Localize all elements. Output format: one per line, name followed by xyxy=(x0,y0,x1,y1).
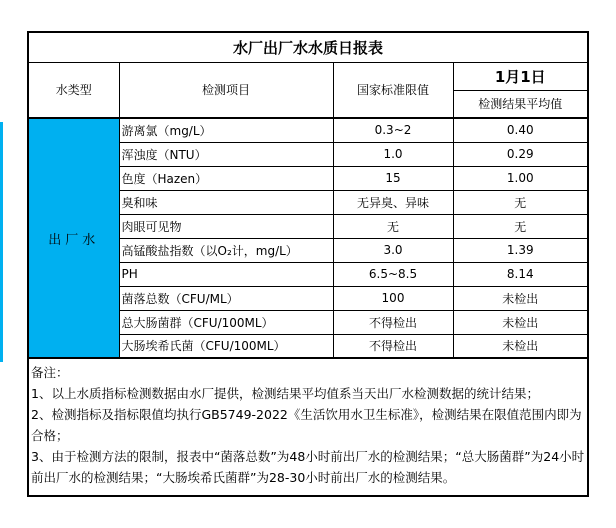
result-average-cell: 无 xyxy=(453,190,588,214)
report-sheet xyxy=(27,31,589,497)
test-item-cell: 大肠埃希氏菌（CFU/100ML） xyxy=(119,334,333,358)
column-header-result-average: 检测结果平均值 xyxy=(453,90,588,118)
column-header-date: 1月1日 xyxy=(453,62,588,90)
report-table xyxy=(27,31,589,497)
result-average-cell: 未检出 xyxy=(453,286,588,310)
standard-limit-cell: 不得检出 xyxy=(333,310,453,334)
note-line-1: 1、以上水质指标检测数据由水厂提供，检测结果平均值系当天出厂水检测数据的统计结果； xyxy=(31,386,539,401)
data-rows xyxy=(28,118,588,358)
standard-limit-cell: 不得检出 xyxy=(333,334,453,358)
header-row-top xyxy=(28,62,588,90)
notes-row xyxy=(28,358,588,496)
standard-limit-cell: 1.0 xyxy=(333,142,453,166)
notes-block xyxy=(28,358,588,496)
page-title: 水厂出厂水水质日报表 xyxy=(28,32,588,62)
test-item-cell: 臭和味 xyxy=(119,190,333,214)
standard-limit-cell: 100 xyxy=(333,286,453,310)
table-row xyxy=(28,118,588,142)
result-average-cell: 未检出 xyxy=(453,310,588,334)
column-header-standard-limit: 国家标准限值 xyxy=(333,62,453,118)
test-item-cell: 浑浊度（NTU） xyxy=(119,142,333,166)
standard-limit-cell: 0.3~2 xyxy=(333,118,453,142)
result-average-cell: 未检出 xyxy=(453,334,588,358)
result-average-cell: 无 xyxy=(453,214,588,238)
test-item-cell: 色度（Hazen） xyxy=(119,166,333,190)
result-average-cell: 0.29 xyxy=(453,142,588,166)
note-line-3: 3、由于检测方法的限制，报表中“菌落总数”为48小时前出厂水的检测结果；“总大肠菌群”为24小时前出厂水的检测结果；“大肠埃希氏菌群”为28-30小时前出厂水的检测结果。 xyxy=(31,449,585,485)
column-header-test-item: 检测项目 xyxy=(119,62,333,118)
water-type-cell: 出厂水 xyxy=(28,118,119,358)
result-average-cell: 1.39 xyxy=(453,238,588,262)
standard-limit-cell: 6.5~8.5 xyxy=(333,262,453,286)
result-average-cell: 8.14 xyxy=(453,262,588,286)
test-item-cell: PH xyxy=(119,262,333,286)
test-item-cell: 高锰酸盐指数（以O₂计，mg/L） xyxy=(119,238,333,262)
test-item-cell: 肉眼可见物 xyxy=(119,214,333,238)
test-item-cell: 游离氯（mg/L） xyxy=(119,118,333,142)
column-header-water-type: 水类型 xyxy=(28,62,119,118)
title-row xyxy=(28,32,588,62)
standard-limit-cell: 无 xyxy=(333,214,453,238)
adjacent-cell-highlight-strip xyxy=(0,122,3,362)
standard-limit-cell: 15 xyxy=(333,166,453,190)
notes-label: 备注： xyxy=(31,365,69,380)
test-item-cell: 菌落总数（CFU/ML） xyxy=(119,286,333,310)
test-item-cell: 总大肠菌群（CFU/100ML） xyxy=(119,310,333,334)
standard-limit-cell: 无异臭、异味 xyxy=(333,190,453,214)
note-line-2: 2、检测指标及指标限值均执行GB5749-2022《生活饮用水卫生标准》，检测结果在限值范围内即为合格； xyxy=(31,407,582,443)
result-average-cell: 0.40 xyxy=(453,118,588,142)
standard-limit-cell: 3.0 xyxy=(333,238,453,262)
result-average-cell: 1.00 xyxy=(453,166,588,190)
